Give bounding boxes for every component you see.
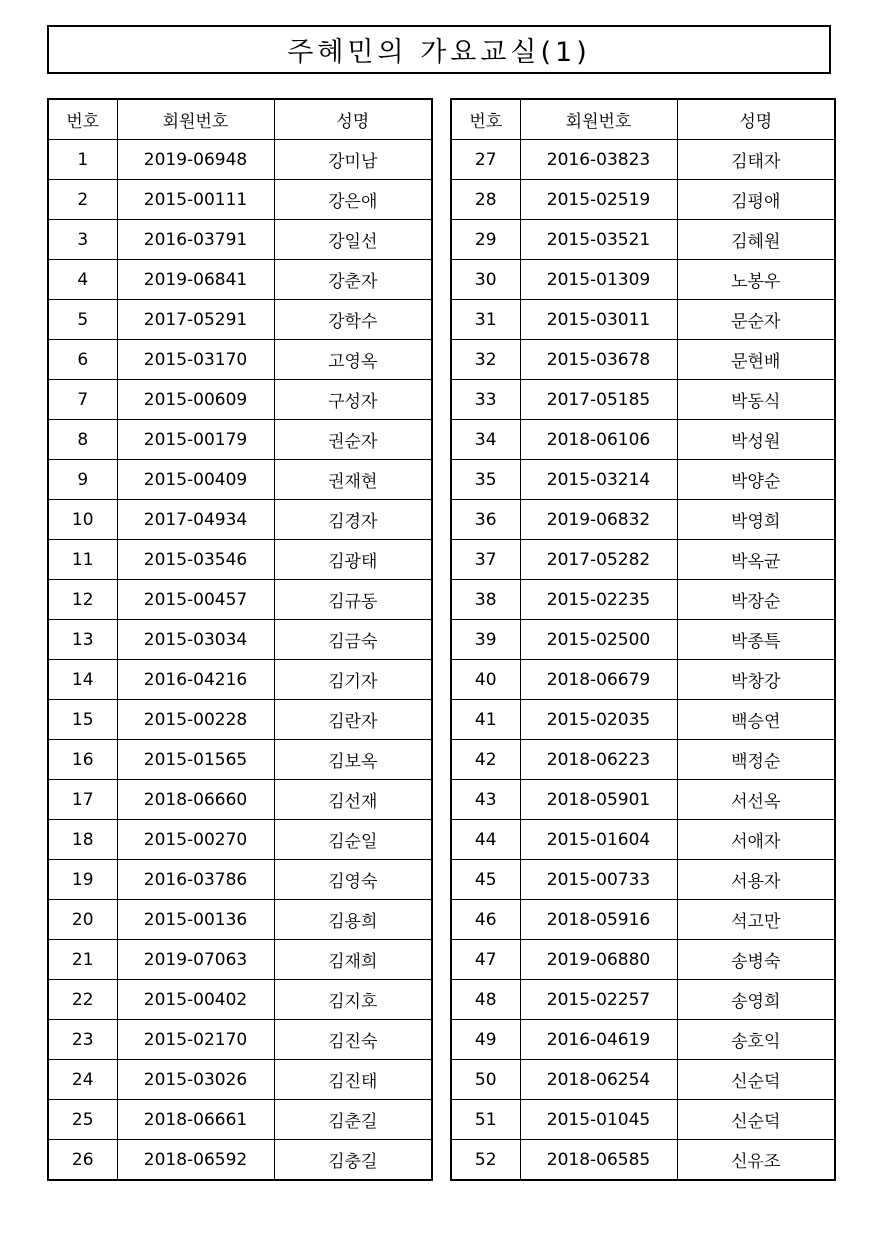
cell-member-id: 2018-06661 xyxy=(117,1100,274,1140)
cell-member-id: 2015-02257 xyxy=(520,980,677,1020)
cell-member-id: 2019-06832 xyxy=(520,500,677,540)
cell-no: 22 xyxy=(48,980,117,1020)
cell-name: 서선옥 xyxy=(677,780,835,820)
cell-no: 44 xyxy=(451,820,520,860)
cell-no: 14 xyxy=(48,660,117,700)
cell-no: 20 xyxy=(48,900,117,940)
table-row xyxy=(48,660,432,700)
table-row xyxy=(451,460,835,500)
table-row xyxy=(48,700,432,740)
header-no: 번호 xyxy=(451,99,520,140)
cell-member-id: 2015-03170 xyxy=(117,340,274,380)
cell-no: 26 xyxy=(48,1140,117,1181)
table-row xyxy=(48,460,432,500)
cell-member-id: 2018-06585 xyxy=(520,1140,677,1181)
cell-no: 21 xyxy=(48,940,117,980)
cell-no: 35 xyxy=(451,460,520,500)
cell-no: 27 xyxy=(451,140,520,180)
cell-name: 강은애 xyxy=(274,180,432,220)
cell-member-id: 2015-01045 xyxy=(520,1100,677,1140)
table-row xyxy=(48,260,432,300)
cell-name: 김진숙 xyxy=(274,1020,432,1060)
cell-member-id: 2018-06106 xyxy=(520,420,677,460)
cell-no: 1 xyxy=(48,140,117,180)
cell-name: 박종특 xyxy=(677,620,835,660)
table-row xyxy=(451,180,835,220)
cell-no: 49 xyxy=(451,1020,520,1060)
page-title-box xyxy=(47,25,831,74)
cell-member-id: 2015-02500 xyxy=(520,620,677,660)
cell-no: 38 xyxy=(451,580,520,620)
table-row xyxy=(451,300,835,340)
cell-member-id: 2016-03791 xyxy=(117,220,274,260)
cell-name: 박창강 xyxy=(677,660,835,700)
cell-member-id: 2018-06254 xyxy=(520,1060,677,1100)
table-row xyxy=(48,1140,432,1181)
table-row xyxy=(451,380,835,420)
cell-no: 39 xyxy=(451,620,520,660)
table-row xyxy=(451,420,835,460)
cell-member-id: 2015-03011 xyxy=(520,300,677,340)
cell-name: 김규동 xyxy=(274,580,432,620)
cell-name: 김평애 xyxy=(677,180,835,220)
cell-name: 김용희 xyxy=(274,900,432,940)
cell-name: 김진태 xyxy=(274,1060,432,1100)
cell-no: 4 xyxy=(48,260,117,300)
cell-name: 신유조 xyxy=(677,1140,835,1181)
cell-name: 김혜원 xyxy=(677,220,835,260)
roster-table-left xyxy=(47,98,433,1181)
cell-no: 9 xyxy=(48,460,117,500)
cell-no: 5 xyxy=(48,300,117,340)
cell-name: 김선재 xyxy=(274,780,432,820)
cell-no: 51 xyxy=(451,1100,520,1140)
roster-table-right xyxy=(450,98,836,1181)
cell-member-id: 2017-05282 xyxy=(520,540,677,580)
table-row xyxy=(48,500,432,540)
cell-name: 김영숙 xyxy=(274,860,432,900)
table-row xyxy=(451,740,835,780)
cell-no: 11 xyxy=(48,540,117,580)
cell-name: 백승연 xyxy=(677,700,835,740)
cell-member-id: 2015-03546 xyxy=(117,540,274,580)
cell-name: 박장순 xyxy=(677,580,835,620)
cell-no: 52 xyxy=(451,1140,520,1181)
header-member-id: 회원번호 xyxy=(520,99,677,140)
table-row xyxy=(451,540,835,580)
cell-member-id: 2015-00609 xyxy=(117,380,274,420)
cell-no: 36 xyxy=(451,500,520,540)
cell-name: 김보옥 xyxy=(274,740,432,780)
cell-member-id: 2018-06223 xyxy=(520,740,677,780)
table-row xyxy=(48,580,432,620)
cell-member-id: 2015-01604 xyxy=(520,820,677,860)
table-row xyxy=(451,900,835,940)
table-row xyxy=(48,820,432,860)
cell-name: 김금숙 xyxy=(274,620,432,660)
table-row xyxy=(48,740,432,780)
cell-no: 33 xyxy=(451,380,520,420)
table-row xyxy=(48,900,432,940)
table-row xyxy=(451,980,835,1020)
cell-member-id: 2018-06592 xyxy=(117,1140,274,1181)
cell-member-id: 2015-00179 xyxy=(117,420,274,460)
cell-no: 37 xyxy=(451,540,520,580)
cell-no: 40 xyxy=(451,660,520,700)
cell-name: 고영옥 xyxy=(274,340,432,380)
cell-no: 15 xyxy=(48,700,117,740)
cell-no: 34 xyxy=(451,420,520,460)
cell-no: 12 xyxy=(48,580,117,620)
cell-member-id: 2015-00136 xyxy=(117,900,274,940)
cell-name: 김충길 xyxy=(274,1140,432,1181)
cell-name: 박성원 xyxy=(677,420,835,460)
cell-name: 노봉우 xyxy=(677,260,835,300)
cell-name: 박동식 xyxy=(677,380,835,420)
cell-name: 김춘길 xyxy=(274,1100,432,1140)
cell-no: 50 xyxy=(451,1060,520,1100)
cell-member-id: 2017-05185 xyxy=(520,380,677,420)
table-row xyxy=(451,940,835,980)
cell-member-id: 2015-00402 xyxy=(117,980,274,1020)
table-row xyxy=(451,660,835,700)
cell-member-id: 2015-00457 xyxy=(117,580,274,620)
cell-name: 박옥균 xyxy=(677,540,835,580)
cell-name: 문현배 xyxy=(677,340,835,380)
cell-member-id: 2017-05291 xyxy=(117,300,274,340)
table-row xyxy=(48,540,432,580)
cell-name: 권재현 xyxy=(274,460,432,500)
cell-name: 강학수 xyxy=(274,300,432,340)
cell-member-id: 2015-01565 xyxy=(117,740,274,780)
table-row xyxy=(451,820,835,860)
cell-no: 18 xyxy=(48,820,117,860)
cell-member-id: 2018-06660 xyxy=(117,780,274,820)
cell-no: 23 xyxy=(48,1020,117,1060)
table-row xyxy=(451,1140,835,1181)
header-row xyxy=(451,99,835,140)
header-row xyxy=(48,99,432,140)
cell-no: 28 xyxy=(451,180,520,220)
cell-no: 17 xyxy=(48,780,117,820)
header-no: 번호 xyxy=(48,99,117,140)
cell-member-id: 2016-04216 xyxy=(117,660,274,700)
table-row xyxy=(451,1020,835,1060)
table-row xyxy=(48,220,432,260)
table-row xyxy=(48,1100,432,1140)
cell-member-id: 2016-04619 xyxy=(520,1020,677,1060)
table-row xyxy=(48,340,432,380)
table-row xyxy=(451,140,835,180)
cell-no: 7 xyxy=(48,380,117,420)
cell-member-id: 2018-05916 xyxy=(520,900,677,940)
cell-name: 강일선 xyxy=(274,220,432,260)
table-row xyxy=(48,980,432,1020)
cell-member-id: 2015-03034 xyxy=(117,620,274,660)
cell-no: 32 xyxy=(451,340,520,380)
cell-name: 강미남 xyxy=(274,140,432,180)
cell-no: 46 xyxy=(451,900,520,940)
cell-name: 송호익 xyxy=(677,1020,835,1060)
cell-member-id: 2015-00111 xyxy=(117,180,274,220)
cell-name: 권순자 xyxy=(274,420,432,460)
table-row xyxy=(451,700,835,740)
cell-name: 송병숙 xyxy=(677,940,835,980)
cell-no: 10 xyxy=(48,500,117,540)
cell-name: 박영희 xyxy=(677,500,835,540)
cell-member-id: 2019-06880 xyxy=(520,940,677,980)
cell-name: 김순일 xyxy=(274,820,432,860)
table-row xyxy=(451,1060,835,1100)
cell-member-id: 2018-06679 xyxy=(520,660,677,700)
cell-no: 42 xyxy=(451,740,520,780)
cell-name: 문순자 xyxy=(677,300,835,340)
header-name: 성명 xyxy=(677,99,835,140)
cell-member-id: 2019-06841 xyxy=(117,260,274,300)
header-name: 성명 xyxy=(274,99,432,140)
table-row xyxy=(48,1020,432,1060)
cell-member-id: 2015-02170 xyxy=(117,1020,274,1060)
page-title: 주혜민의 가요교실(1) xyxy=(287,37,591,68)
cell-member-id: 2015-00228 xyxy=(117,700,274,740)
cell-no: 45 xyxy=(451,860,520,900)
cell-no: 6 xyxy=(48,340,117,380)
table-row xyxy=(451,580,835,620)
table-row xyxy=(451,500,835,540)
cell-no: 3 xyxy=(48,220,117,260)
table-row xyxy=(451,860,835,900)
table-row xyxy=(451,340,835,380)
cell-no: 19 xyxy=(48,860,117,900)
table-row xyxy=(48,940,432,980)
table-row xyxy=(48,380,432,420)
table-row xyxy=(48,780,432,820)
table-row xyxy=(48,620,432,660)
cell-member-id: 2016-03786 xyxy=(117,860,274,900)
cell-no: 8 xyxy=(48,420,117,460)
table-row xyxy=(451,260,835,300)
header-member-id: 회원번호 xyxy=(117,99,274,140)
cell-no: 29 xyxy=(451,220,520,260)
cell-no: 16 xyxy=(48,740,117,780)
cell-name: 김경자 xyxy=(274,500,432,540)
cell-member-id: 2015-00409 xyxy=(117,460,274,500)
table-row xyxy=(48,860,432,900)
cell-name: 송영희 xyxy=(677,980,835,1020)
cell-name: 김란자 xyxy=(274,700,432,740)
cell-name: 구성자 xyxy=(274,380,432,420)
table-row xyxy=(48,420,432,460)
cell-no: 24 xyxy=(48,1060,117,1100)
cell-no: 43 xyxy=(451,780,520,820)
cell-member-id: 2015-02035 xyxy=(520,700,677,740)
cell-member-id: 2016-03823 xyxy=(520,140,677,180)
cell-name: 박양순 xyxy=(677,460,835,500)
cell-name: 백정순 xyxy=(677,740,835,780)
table-row xyxy=(48,180,432,220)
cell-name: 서용자 xyxy=(677,860,835,900)
cell-name: 김재희 xyxy=(274,940,432,980)
cell-no: 2 xyxy=(48,180,117,220)
table-row xyxy=(451,220,835,260)
table-row xyxy=(48,1060,432,1100)
cell-no: 48 xyxy=(451,980,520,1020)
cell-name: 강춘자 xyxy=(274,260,432,300)
cell-no: 41 xyxy=(451,700,520,740)
cell-member-id: 2018-05901 xyxy=(520,780,677,820)
cell-name: 김태자 xyxy=(677,140,835,180)
cell-name: 김지호 xyxy=(274,980,432,1020)
table-row xyxy=(451,1100,835,1140)
cell-member-id: 2015-03026 xyxy=(117,1060,274,1100)
cell-name: 김기자 xyxy=(274,660,432,700)
cell-member-id: 2015-03521 xyxy=(520,220,677,260)
table-row xyxy=(451,780,835,820)
cell-member-id: 2015-03678 xyxy=(520,340,677,380)
cell-name: 석고만 xyxy=(677,900,835,940)
cell-name: 김광태 xyxy=(274,540,432,580)
cell-name: 신순덕 xyxy=(677,1060,835,1100)
cell-member-id: 2015-01309 xyxy=(520,260,677,300)
cell-member-id: 2015-00270 xyxy=(117,820,274,860)
cell-no: 31 xyxy=(451,300,520,340)
cell-name: 신순덕 xyxy=(677,1100,835,1140)
cell-member-id: 2019-07063 xyxy=(117,940,274,980)
cell-no: 47 xyxy=(451,940,520,980)
cell-member-id: 2017-04934 xyxy=(117,500,274,540)
table-row xyxy=(48,140,432,180)
cell-no: 13 xyxy=(48,620,117,660)
table-row xyxy=(451,620,835,660)
cell-member-id: 2015-00733 xyxy=(520,860,677,900)
cell-member-id: 2015-02235 xyxy=(520,580,677,620)
cell-member-id: 2019-06948 xyxy=(117,140,274,180)
table-row xyxy=(48,300,432,340)
cell-member-id: 2015-03214 xyxy=(520,460,677,500)
cell-member-id: 2015-02519 xyxy=(520,180,677,220)
cell-no: 25 xyxy=(48,1100,117,1140)
cell-name: 서애자 xyxy=(677,820,835,860)
cell-no: 30 xyxy=(451,260,520,300)
